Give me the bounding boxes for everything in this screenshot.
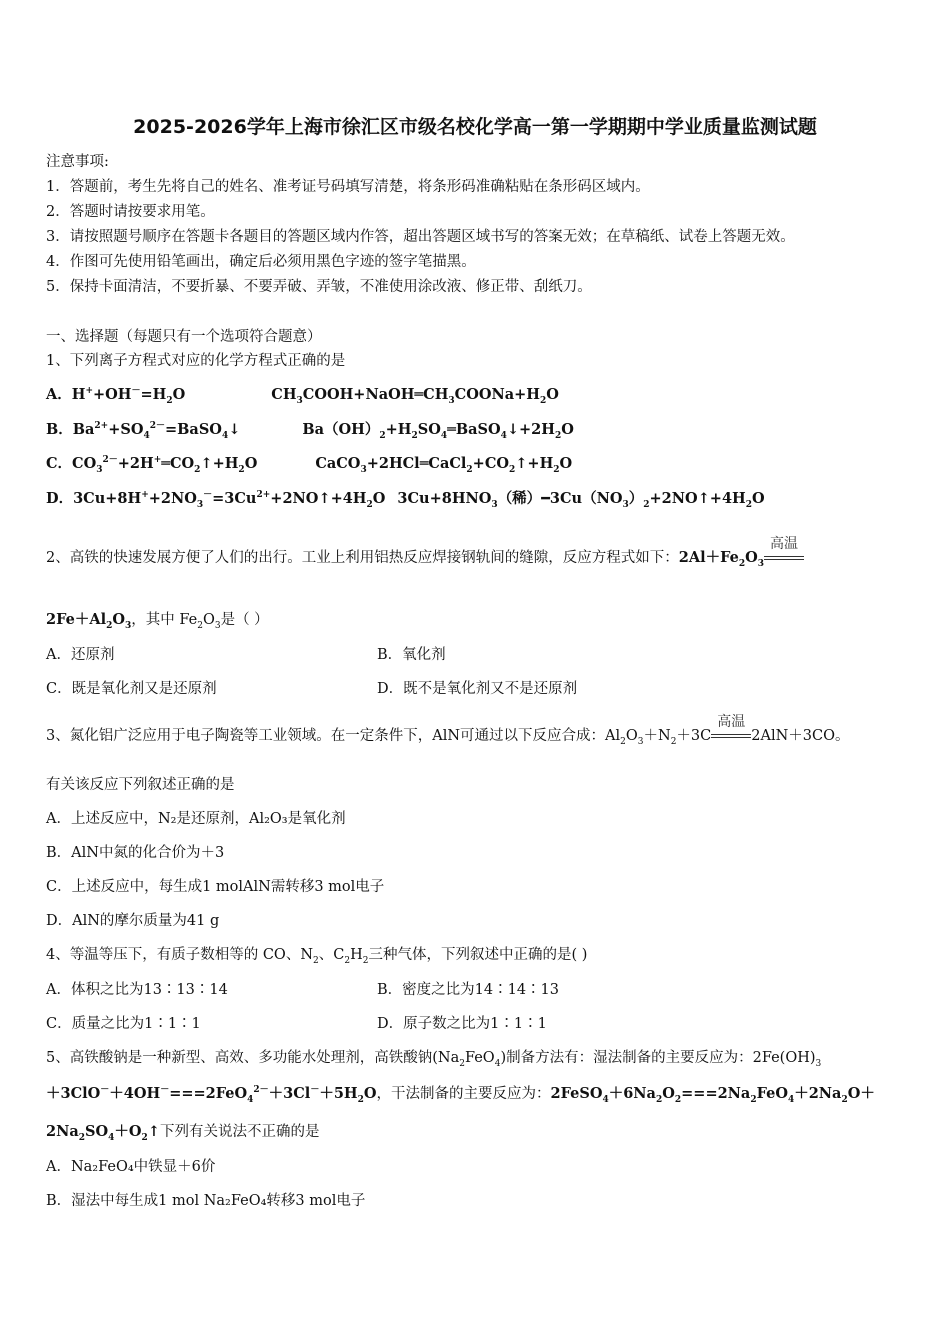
q2-stem-continued: $2Fe+Al_2O_3$，其中 $Fe_2O_3$是（ ） <box>46 611 269 631</box>
notice-item: 2．答题时请按要求用笔。 <box>46 204 215 220</box>
q2-option-a: A．还原剂 <box>46 647 115 663</box>
notice-item: 3．请按照题号顺序在答题卡各题目的答题区域内作答，超出答题区域书写的答案无效；在草稿纸、试卷上答题无效。 <box>46 229 795 245</box>
notice-item: 4．作图可先使用铅笔画出，确定后必须用黑色字迹的签字笔描黑。 <box>46 254 476 270</box>
q3-stem: 3、氮化铝广泛应用于电子陶瓷等工业领域。在一定条件下，AlN可通过以下反应合成：$Al_2O_3+N_2+3C$ 高温 2AlN＋3CO。 <box>46 714 850 747</box>
q3-option-a: A．上述反应中，N₂是还原剂，Al₂O₃是氧化剂 <box>46 811 346 827</box>
q3-option-b: B．AlN中氮的化合价为＋3 <box>46 845 225 861</box>
q1-option-d: D．$3Cu+8H^++2NO_3^-=3Cu^{2+}+2NO↑+4H_2O$ $3Cu+8HNO_3$（稀）$━3Cu(NO_3)_2+2NO↑+4H_2O$ <box>46 490 765 510</box>
q2-option-d: D．既不是氧化剂又不是还原剂 <box>377 681 578 697</box>
q5-stem: 5、高铁酸钠是一种新型、高效、多功能水处理剂，高铁酸钠$(Na_2FeO_4)$制备方法有：湿法制备的主要反应为：$2Fe(OH)_3$ <box>46 1050 822 1069</box>
q1-option-c: C．$CO_3^{2-}+2H^+═CO_2↑+H_2O$ $CaCO_3+2HCl═CaCl_2+CO_2↑+H_2O$ <box>46 455 573 475</box>
q5-stem-line3: $2Na_2SO_4+O_2↑$下列有关说法不正确的是 <box>46 1123 320 1143</box>
q3-stem-continued: 有关该反应下列叙述正确的是 <box>46 777 235 793</box>
q2-stem: 2、高铁的快速发展方便了人们的出行。工业上利用铝热反应焊接钢轨间的缝隙，反应方程式如下：$2Al+Fe_2O_3$ 高温 <box>46 548 804 568</box>
q5-stem-line2: $+3ClO^-+4OH^-===2FeO_4^{2-}+3Cl^-+5H_2O$，干法制备的主要反应为：$2FeSO_4+6Na_2O_2===2Na_2FeO_4+2Na_2O+$ <box>46 1085 875 1105</box>
q4-option-a: A．体积之比为13∶13∶14 <box>46 982 228 998</box>
section-heading: 一、选择题（每题只有一个选项符合题意） <box>46 329 322 345</box>
q3-option-d: D．AlN的摩尔质量为41 g <box>46 913 220 929</box>
q1-option-b: B．$Ba^{2+}+SO_4^{2-}=BaSO_4↓$ $Ba(OH)_2+H_2SO_4═BaSO_4↓+2H_2O$ <box>46 421 574 441</box>
q4-option-c: C．质量之比为1∶1∶1 <box>46 1016 201 1032</box>
q4-option-b: B．密度之比为14∶14∶13 <box>377 982 560 998</box>
q4-stem: 4、等温等压下，有质子数相等的 CO、$N_2$、$C_2H_2$三种气体，下列叙述中正确的是( ) <box>46 947 588 966</box>
notice-item: 1．答题前，考生先将自己的姓名、准考证号码填写清楚，将条形码准确粘贴在条形码区域内。 <box>46 179 650 195</box>
notice-heading: 注意事项: <box>46 154 109 170</box>
q1-stem: 1、下列离子方程式对应的化学方程式正确的是 <box>46 353 346 369</box>
q2-option-c: C．既是氧化剂又是还原剂 <box>46 681 217 697</box>
reaction-condition: 高温 <box>764 548 804 568</box>
q4-option-d: D．原子数之比为1∶1∶1 <box>377 1016 547 1032</box>
q5-option-a: A．Na₂FeO₄中铁显＋6价 <box>46 1159 216 1175</box>
q1-option-a: A．$H^++OH^-=H_2O$ $CH_3COOH+NaOH═CH_3COONa+H_2O$ <box>46 386 559 406</box>
notice-item: 5．保持卡面清洁，不要折暴、不要弄破、弄皱，不准使用涂改液、修正带、刮纸刀。 <box>46 279 592 295</box>
page-title: 2025-2026学年上海市徐汇区市级名校化学高一第一学期期中学业质量监测试题 <box>133 116 817 138</box>
q3-option-c: C．上述反应中，每生成1 molAlN需转移3 mol电子 <box>46 879 385 895</box>
q2-option-b: B．氧化剂 <box>377 647 446 663</box>
reaction-condition: 高温 <box>711 726 751 746</box>
q5-option-b: B．湿法中每生成1 mol Na₂FeO₄转移3 mol电子 <box>46 1193 366 1209</box>
